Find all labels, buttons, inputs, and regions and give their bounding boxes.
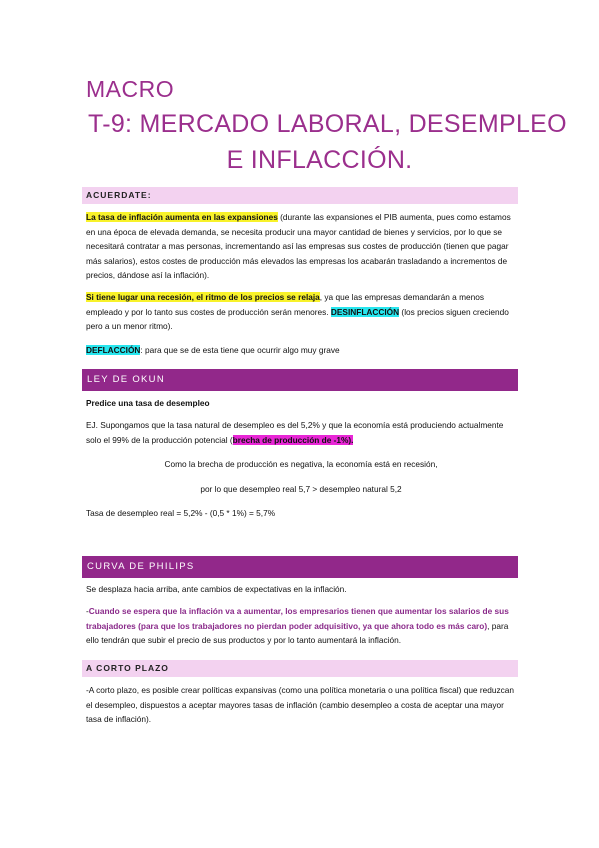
highlight-deflation: DEFLACCIÓN <box>86 345 141 355</box>
paragraph-text: - <box>86 606 89 616</box>
paragraph-deflation <box>86 343 516 358</box>
section-heading-acuerdate: ACUERDATE: <box>82 187 518 204</box>
okun-recession-line: Como la brecha de producción es negativa, la economía está en recesión, <box>164 459 438 469</box>
paragraph-text: (los precios siguen creciendo pero a un menor ritmo). <box>86 306 509 331</box>
paragraph-text: (durante las expansiones el PIB aumenta, pues como estamos en una época de elevada demanda, se necesita producir una mayor cantidad de bienes y servicios, por lo que se necesitará contratar a mas personas, incrementando así las empresas sus costes de producción (tienen que pagar más salarios), estos costes de producción más elevados las empresas los acabarán trasladando a incrementos de precios, dándose así la inflación). <box>86 212 511 280</box>
highlight-desinflation: DESINFLACCIÓN <box>330 306 400 317</box>
highlight-expected-inflation: Cuando se espera que la inflación va a aumentar, los empresarios tienen que aumentar los salarios de sus trabajadores (para que los trabajadores no pierdan poder adquisitivo, ya que ahora todo es más caro) <box>86 606 509 631</box>
short-term-paragraph: -A corto plazo, es posible crear políticas expansivas (como una política monetaria o una política fiscal) que reduzcan el desempleo, dispuestos a aceptar mayores tasas de inflación (cambio desempleo a costa de aceptar una mayor tasa de inflación). <box>86 685 514 724</box>
doc-title-line2: T-9: MERCADO LABORAL, DESEMPLEO <box>88 110 567 138</box>
okun-example <box>86 418 516 447</box>
section-heading-phillips: CURVA DE PHILIPS <box>82 556 518 578</box>
highlight-output-gap: brecha de producción de -1%). <box>232 434 354 445</box>
paragraph-recession <box>86 290 516 334</box>
phillips-shift: Se desplaza hacia arriba, ante cambios de expectativas en la inflación. <box>86 584 347 594</box>
paragraph-text: : para que se de esta tiene que ocurrir algo muy grave <box>140 345 340 355</box>
okun-formula: Tasa de desempleo real = 5,2% - (0,5 * 1%) = 5,7% <box>86 508 276 518</box>
okun-predicts: Predice una tasa de desempleo <box>86 398 210 408</box>
phillips-expectations <box>86 604 516 648</box>
paragraph-text: , ya que las empresas demandarán a menos empleado y por lo tanto sus costes de producción serán menores. <box>86 292 484 317</box>
section-heading-short-term: A CORTO PLAZO <box>82 660 518 677</box>
section-heading-okun: LEY DE OKUN <box>82 369 518 391</box>
doc-title-line3: E INFLACCIÓN. <box>226 146 413 174</box>
paragraph-text: EJ. Supongamos que la tasa natural de desempleo es del 5,2% y que la economía está produciendo actualmente solo el 99% de la producción potencial ( <box>86 420 504 445</box>
paragraph-text: , para ello tendrán que subir el precio de sus productos y por lo tanto aumentará la inflación. <box>86 620 509 645</box>
paragraph-inflation-expansions <box>86 210 516 283</box>
highlight-recession: Si tiene lugar una recesión, el ritmo de los precios se relaja <box>86 292 320 302</box>
doc-title-line1: MACRO <box>86 76 175 102</box>
highlight-inflation-rises: La tasa de inflación aumenta en las expansiones <box>86 212 278 222</box>
okun-unemployment-comparison: por lo que desempleo real 5,7 > desempleo natural 5,2 <box>200 484 402 494</box>
